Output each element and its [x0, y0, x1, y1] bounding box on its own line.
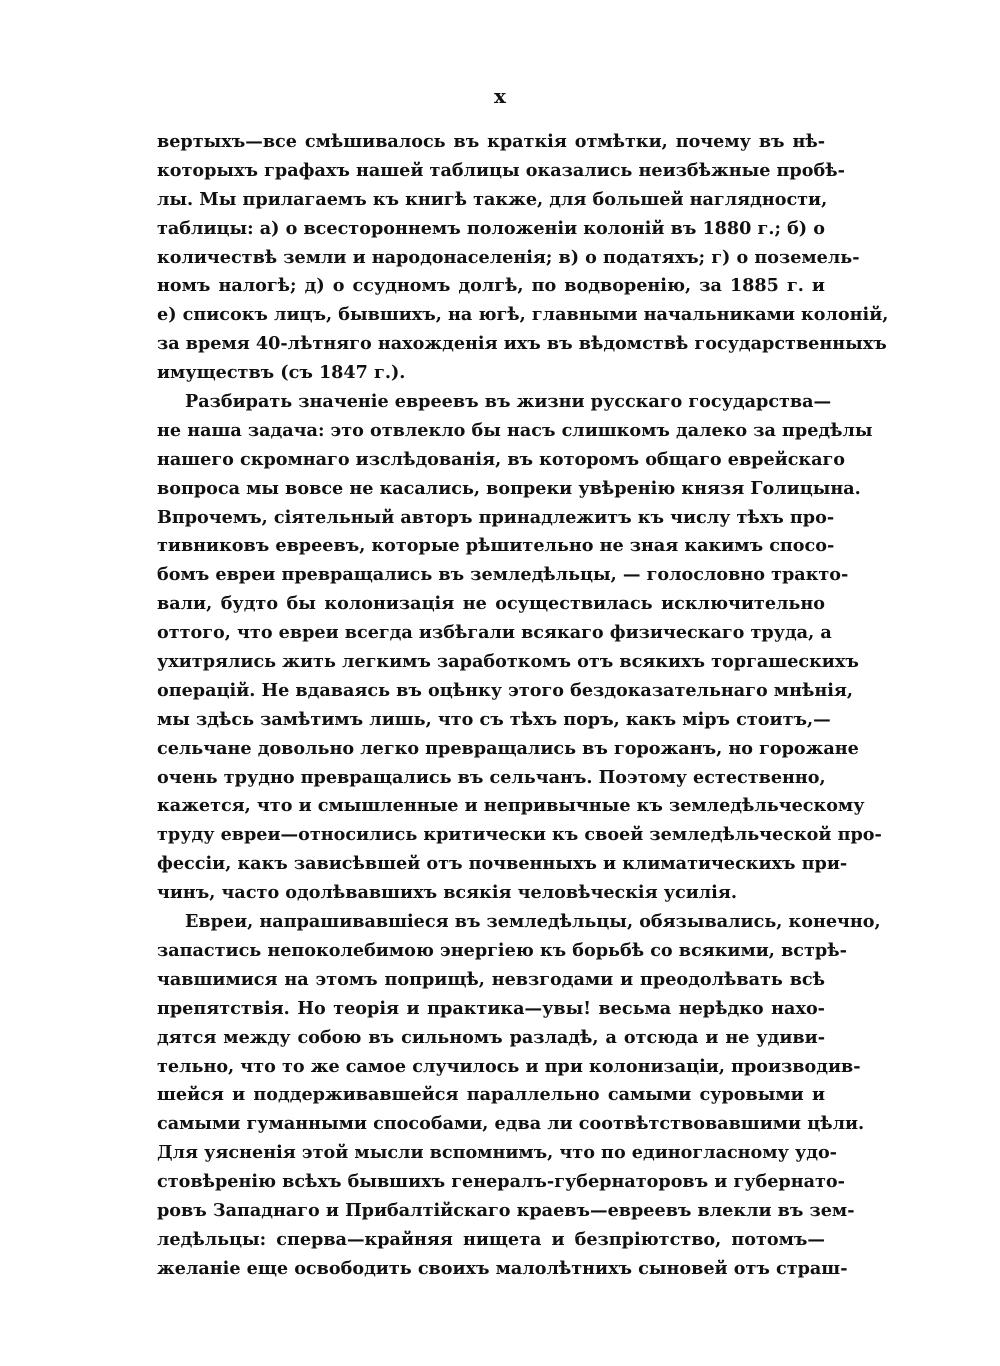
text-line: ухитрялись жить легкимъ заработкомъ отъ всякихъ торгашескихъ: [157, 651, 859, 673]
text-line: оттого, что евреи всегда избѣгали всякаго физическаго труда, а: [157, 622, 832, 644]
text-line: сельчане довольно легко превращались въ горожанъ, но горожане: [157, 737, 859, 759]
text-line: желаніе еще освободить своихъ малолѣтнихъ сыновей отъ страш-: [157, 1257, 848, 1279]
text-line: кажется, что и смышленные и непривычные къ земледѣльческому: [157, 795, 865, 817]
text-line: запастись непоколебимою энергіею къ борьбѣ со всякими, встрѣ-: [157, 939, 847, 961]
text-line: очень трудно превращались въ сельчанъ. Поэтому естественно,: [157, 766, 826, 788]
text-line: номъ налогѣ; д) о ссудномъ долгѣ, по водворенію, за 1885 г. и: [157, 275, 825, 297]
text-line: самыми гуманными способами, едва ли соотвѣтствовавшими цѣли.: [157, 1113, 865, 1135]
body-text: [157, 128, 889, 1284]
text-line: дятся между собою въ сильномъ разладѣ, а отсюда и не удиви-: [157, 1026, 825, 1048]
text-line: Евреи, напрашивавшіеся въ земледѣльцы, обязывались, конечно,: [185, 911, 881, 933]
text-line: за время 40-лѣтняго нахожденія ихъ въ вѣдомствѣ государственныхъ: [157, 333, 887, 355]
text-line: таблицы: а) о всестороннемъ положеніи колоній въ 1880 г.; б) о: [157, 217, 825, 239]
text-line: бомъ евреи превращались въ земледѣльцы, — голословно тракто-: [157, 564, 849, 586]
text-line: шейся и поддерживавшейся параллельно самыми суровыми и: [157, 1084, 825, 1106]
text-line: вертыхъ—все смѣшивалось въ краткія отмѣтки, почему въ нѣ-: [157, 131, 825, 152]
text-line: имуществъ (съ 1847 г.).: [157, 362, 406, 384]
text-line: тельно, что то же самое случилось и при колонизаціи, производив-: [157, 1055, 861, 1077]
text-line: мы здѣсь замѣтимъ лишь, что съ тѣхъ поръ, какъ міръ стоитъ,—: [157, 708, 831, 730]
text-line: ледѣльцы: сперва—крайняя нищета и безпріютство, потомъ—: [157, 1228, 825, 1250]
text-line: операцій. Не вдаваясь въ оцѣнку этого бездоказательнаго мнѣнія,: [157, 679, 854, 701]
text-line: е) списокъ лицъ, бывшихъ, на югѣ, главными начальниками колоній,: [157, 304, 889, 326]
text-line: лы. Мы прилагаемъ къ книгѣ также, для большей наглядности,: [157, 188, 828, 210]
text-line: не наша задача: это отвлекло бы насъ слишкомъ далеко за предѣлы: [157, 419, 873, 441]
text-line: которыхъ графахъ нашей таблицы оказались неизбѣжные пробѣ-: [157, 159, 845, 181]
text-line: количествѣ земли и народонаселенія; в) о податяхъ; г) о поземель-: [157, 246, 860, 268]
text-line: фессіи, какъ зависѣвшей отъ почвенныхъ и климатическихъ при-: [157, 853, 848, 875]
text-line: тивниковъ евреевъ, которые рѣшительно не зная какимъ спосо-: [157, 535, 835, 557]
text-line: вали, будто бы колонизація не осуществилась исключительно: [157, 593, 825, 615]
text-line: Разбирать значеніе евреевъ въ жизни русскаго государства—: [185, 391, 832, 413]
text-line: чинъ, часто одолѣвавшихъ всякія человѣческія усилія.: [157, 882, 737, 904]
text-line: Впрочемъ, сіятельный авторъ принадлежитъ къ числу тѣхъ про-: [157, 506, 835, 528]
text-line: ровъ Западнаго и Прибалтійскаго краевъ—евреевъ влекли въ зем-: [157, 1199, 855, 1221]
text-line: Для уясненія этой мысли вспомнимъ, что по единогласному удо-: [157, 1142, 837, 1164]
text-line: нашего скромнаго изслѣдованія, въ которомъ общаго еврейскаго: [157, 448, 846, 470]
text-line: вопроса мы вовсе не касались, вопреки увѣренію князя Голицына.: [157, 477, 861, 499]
text-line: препятствія. Но теорія и практика—увы! весьма нерѣдко нахо-: [157, 997, 825, 1019]
text-line: труду евреи—относились критически къ своей земледѣльческой про-: [157, 824, 882, 846]
text-line: чавшимися на этомъ поприщѣ, невзгодами и преодолѣвать всѣ: [157, 968, 825, 990]
text-line: стовѣренію всѣхъ бывшихъ генералъ-губернаторовъ и губернато-: [157, 1171, 845, 1193]
page-number: x: [494, 84, 506, 108]
